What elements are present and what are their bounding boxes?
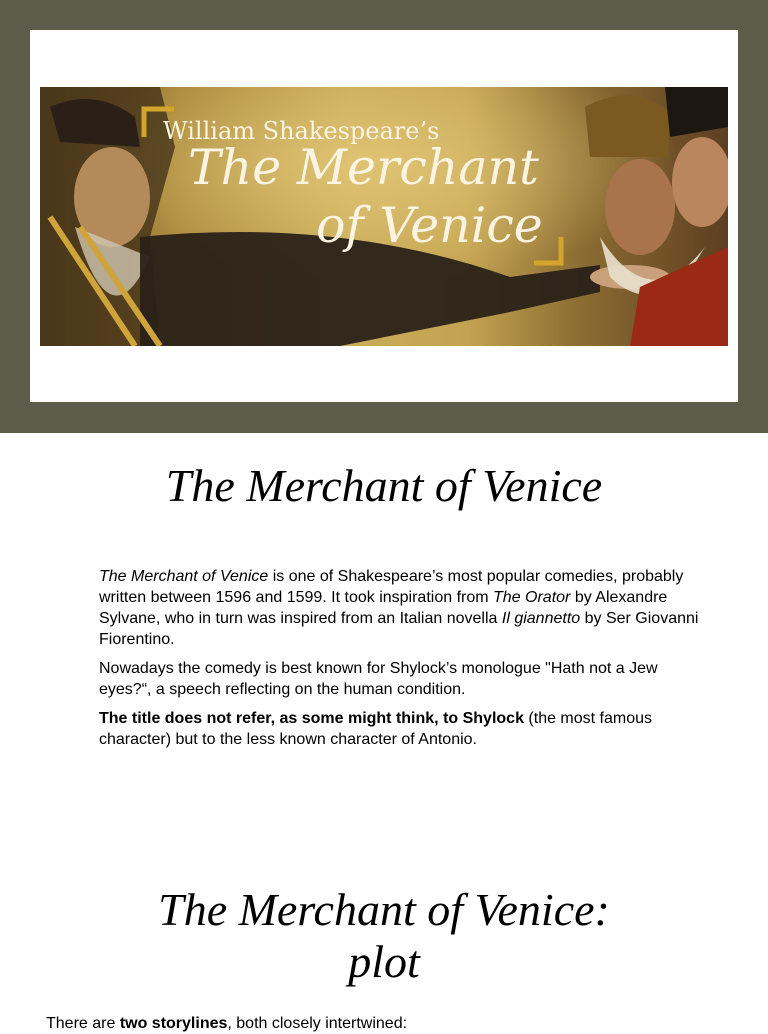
- intro-paragraph: [99, 566, 699, 650]
- plot-title-line-2: plot: [348, 936, 420, 987]
- monologue-paragraph: [99, 658, 699, 700]
- play-title-italic: The Merchant of Venice: [99, 568, 269, 585]
- plot-title-line-1: The Merchant of Venice:: [158, 884, 610, 935]
- intro-text-2: by Alexandre Sylvane, who in turn was inspired from an Italian novella: [99, 589, 668, 627]
- intro-text-3: by Ser Giovanni Fiorentino.: [99, 610, 699, 648]
- title-note-bold: The title does not refer, as some might think, to Shylock: [99, 710, 524, 727]
- banner-title-line-2: of Venice: [316, 197, 543, 254]
- plot-text-2: , both closely intertwined:: [227, 1015, 408, 1032]
- intro-text-1: is one of Shakespeare’s most popular comedies, probably written between 1596 and 1599. It took inspiration from: [99, 568, 684, 606]
- plot-text-1: There are: [46, 1015, 120, 1032]
- plot-title: [0, 884, 768, 988]
- title-note-text: (the most famous character) but to the less known character of Antonio.: [99, 710, 653, 748]
- novella-title-italic: Il giannetto: [501, 610, 581, 627]
- page-title: The Merchant of Venice: [165, 460, 603, 511]
- monologue-text: Nowadays the comedy is best known for Shylock’s monologue "Hath not a Jew eyes?“, a speech reflecting on the human condition.: [99, 660, 658, 698]
- title-banner: [40, 87, 728, 346]
- slide-1-content: [30, 30, 738, 402]
- title-note-paragraph: [99, 708, 699, 750]
- banner-author: William Shakespeare’s: [163, 117, 440, 145]
- slide-1: [0, 0, 768, 433]
- banner-title-line-1: The Merchant: [188, 139, 539, 196]
- plot-text-bold: two storylines: [119, 1015, 228, 1032]
- source-title-italic: The Orator: [493, 589, 571, 606]
